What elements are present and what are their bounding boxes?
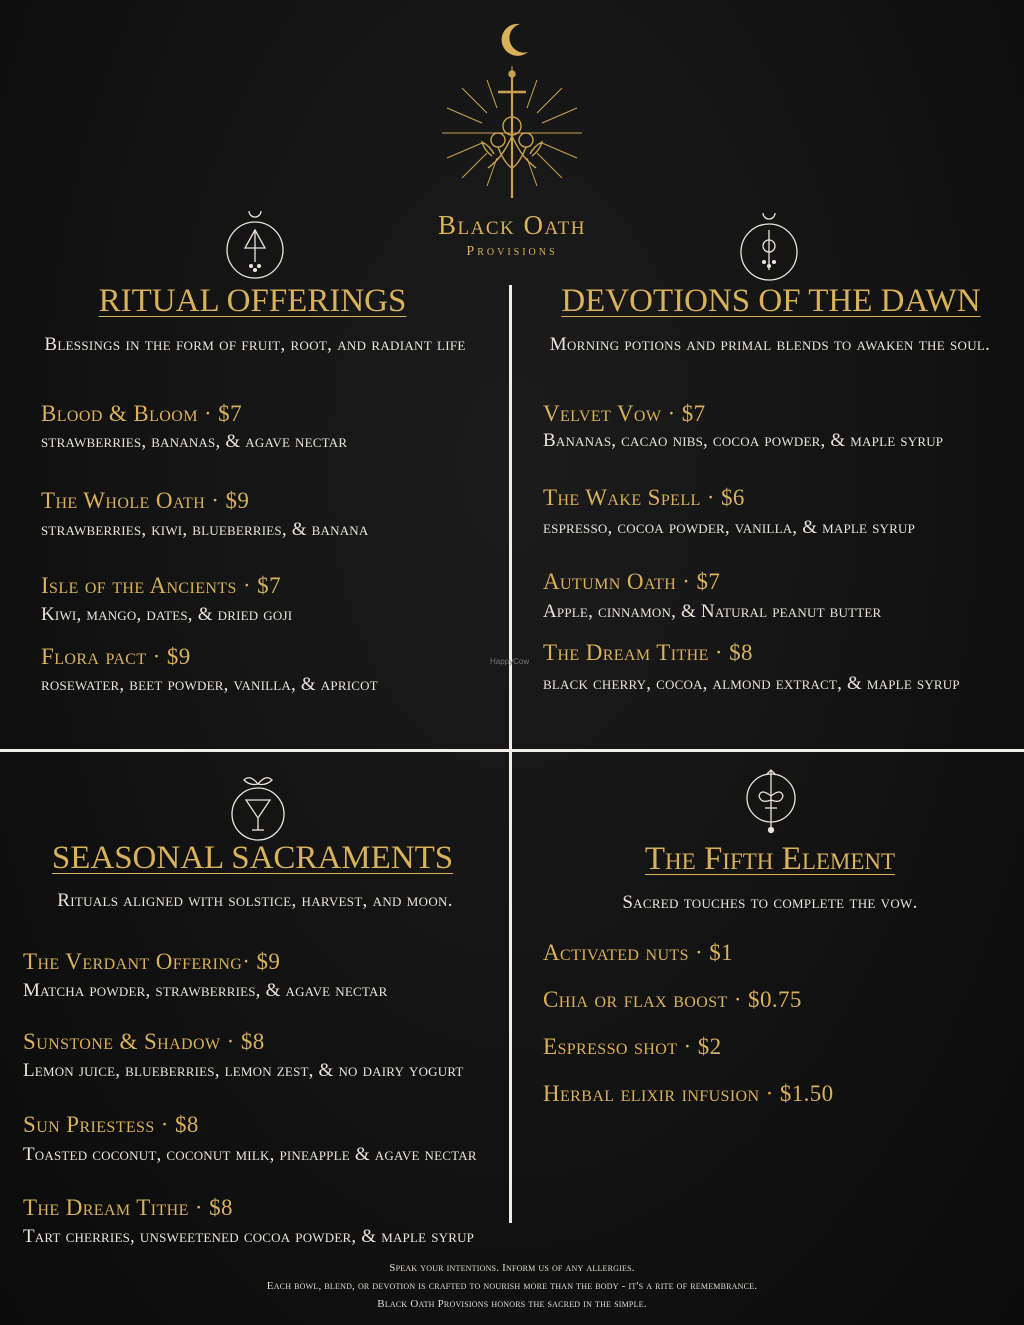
- moon-dagger-flower-logo-icon: [432, 18, 592, 208]
- menu-item-description: strawberries, bananas, & agave nectar: [41, 431, 348, 452]
- seasonal-sacraments-title: SEASONAL SACRAMENTS: [51, 840, 454, 876]
- brand-name: Black Oath: [438, 210, 586, 240]
- menu-item-name: Espresso shot · $2: [543, 1034, 722, 1059]
- menu-item-description: Bananas, cacao nibs, cocoa powder, & maple syrup: [543, 430, 944, 451]
- fleur-arrow-circle-icon: [741, 766, 801, 838]
- footer-line: Each bowl, blend, or devotion is crafted to nourish more than the body - it's a rite of remembrance.: [266, 1280, 758, 1292]
- ritual-offerings-subtitle: Blessings in the form of fruit, root, and radiant life: [44, 334, 466, 355]
- menu-item-name: Sunstone & Shadow · $8: [23, 1029, 265, 1054]
- menu-item-description: rosewater, beet powder, vanilla, & apricot: [41, 674, 378, 695]
- menu-item-name: Herbal elixir infusion · $1.50: [543, 1081, 834, 1106]
- moon-line-circle-icon: [739, 210, 799, 282]
- menu-item-description: strawberries, kiwi, blueberries, & banana: [41, 519, 369, 540]
- menu-item-name: Sun Priestess · $8: [23, 1112, 199, 1137]
- footer-line: Black Oath Provisions honors the sacred in the simple.: [377, 1298, 647, 1310]
- menu-item-name: Autumn Oath · $7: [543, 569, 721, 594]
- footer-line: Speak your intentions. Inform us of any allergies.: [389, 1262, 635, 1274]
- fifth-element-subtitle: Sacred touches to complete the vow.: [622, 892, 918, 913]
- menu-item-name: Velvet Vow · $7: [543, 401, 706, 426]
- menu-item-name: The Whole Oath · $9: [41, 488, 250, 513]
- menu-item-name: Isle of the Ancients · $7: [41, 573, 281, 598]
- horizontal-divider: [0, 749, 1024, 752]
- menu-item-name: The Dream Tithe · $8: [23, 1195, 233, 1220]
- devotions-dawn-subtitle: Morning potions and primal blends to awaken the soul.: [549, 334, 991, 355]
- sprout-chalice-circle-icon: [228, 772, 288, 844]
- menu-item-description: Kiwi, mango, dates, & dried goji: [41, 604, 293, 625]
- menu-item-description: black cherry, cocoa, almond extract, & maple syrup: [543, 673, 960, 694]
- menu-item-name: The Wake Spell · $6: [543, 485, 745, 510]
- menu-item-description: Toasted coconut, coconut milk, pineapple & agave nectar: [23, 1144, 477, 1165]
- devotions-dawn-title: DEVOTIONS OF THE DAWN: [561, 283, 981, 319]
- seasonal-sacraments-subtitle: Rituals aligned with solstice, harvest, and moon.: [57, 890, 453, 911]
- fifth-element-title: The Fifth Element: [644, 841, 896, 877]
- moon-triangle-circle-icon: [225, 208, 285, 280]
- brand-subtitle: Provisions: [466, 244, 558, 259]
- menu-item-description: Lemon juice, blueberries, lemon zest, & no dairy yogurt: [23, 1060, 464, 1081]
- vertical-divider: [509, 285, 512, 1223]
- menu-item-description: espresso, cocoa powder, vanilla, & maple syrup: [543, 517, 916, 538]
- menu-item-name: Chia or flax boost · $0.75: [543, 987, 802, 1012]
- menu-item-name: Flora pact · $9: [41, 644, 191, 669]
- menu-item-description: Matcha powder, strawberries, & agave nectar: [23, 980, 388, 1001]
- watermark: HappyCow: [490, 657, 530, 666]
- menu-item-description: Apple, cinnamon, & Natural peanut butter: [543, 601, 882, 622]
- menu-item-name: The Verdant Offering· $9: [23, 949, 281, 974]
- menu-item-name: The Dream Tithe · $8: [543, 640, 753, 665]
- menu-item-name: Blood & Bloom · $7: [41, 401, 242, 426]
- ritual-offerings-title: RITUAL OFFERINGS: [98, 283, 407, 319]
- menu-item-name: Activated nuts · $1: [543, 940, 734, 965]
- menu-item-description: Tart cherries, unsweetened cocoa powder, & maple syrup: [23, 1226, 475, 1247]
